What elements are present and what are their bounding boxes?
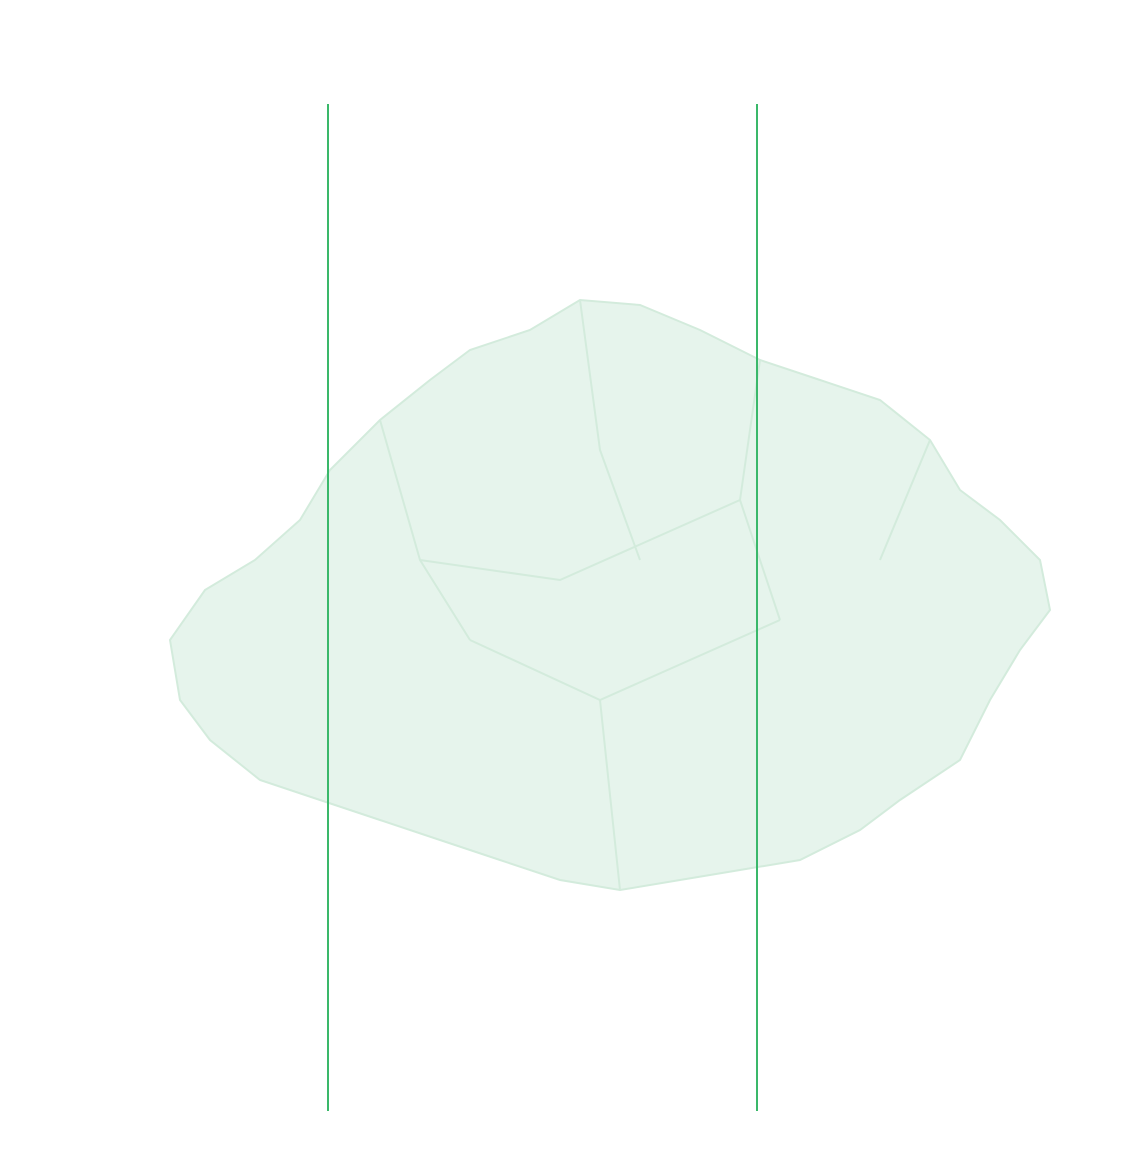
column-divider [756,104,758,1111]
column-divider [327,104,329,1111]
addresses-table [68,104,1102,1111]
